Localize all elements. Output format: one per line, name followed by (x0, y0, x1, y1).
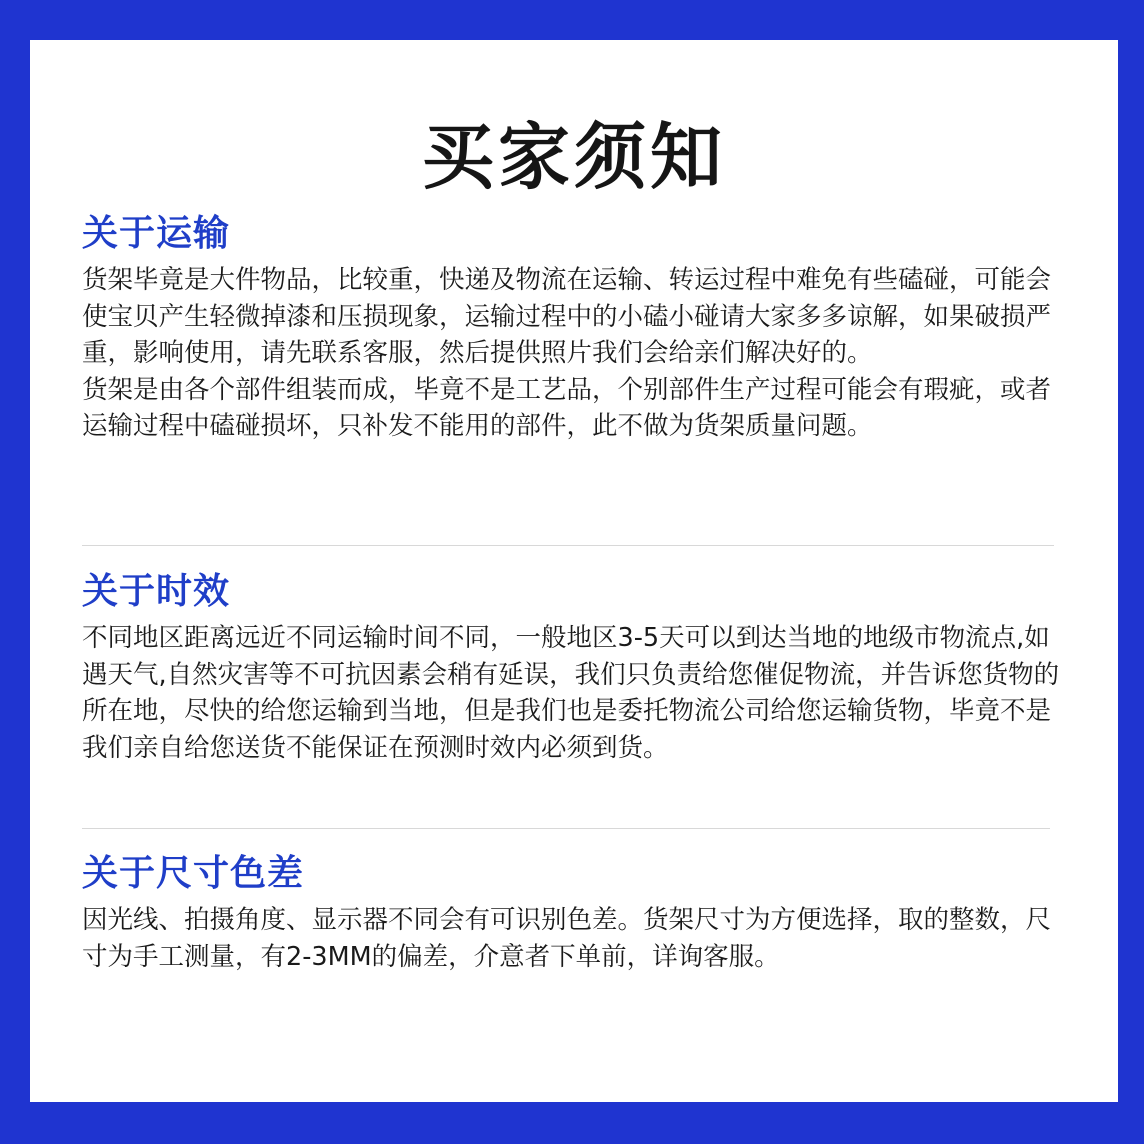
section-delivery-time (82, 570, 1062, 766)
divider-2 (82, 828, 1050, 829)
divider-1 (82, 545, 1054, 546)
section-size-color (82, 852, 1062, 975)
section-paragraph-shipping-2: 货架是由各个部件组装而成，毕竟不是工艺品，个别部件生产过程可能会有瑕疵，或者运输过程中磕碰损坏，只补发不能用的部件，此不做为货架质量问题。 (82, 374, 1052, 441)
section-paragraph-delivery-time: 不同地区距离远近不同运输时间不同，一般地区3-5天可以到达当地的地级市物流点,如遇天气,自然灾害等不可抗因素会稍有延误，我们只负责给您催促物流，并告诉您货物的所在地，尽快的给您运输到当地，但是我们也是委托物流公司给您运输货物，毕竟不是我们亲自给您送货不能保证在预测时效内必须到货。 (82, 623, 1060, 763)
section-paragraph-shipping-1: 货架毕竟是大件物品，比较重，快递及物流在运输、转运过程中难免有些磕碰，可能会使宝贝产生轻微掉漆和压损现象，运输过程中的小磕小碰请大家多多谅解，如果破损严重，影响使用，请先联系客服，然后提供照片我们会给亲们解决好的。 (82, 265, 1052, 368)
page-title: 买家须知 (421, 115, 726, 199)
section-heading-shipping: 关于运输 (82, 213, 231, 254)
section-paragraph-size-color: 因光线、拍摄角度、显示器不同会有可识别色差。货架尺寸为方便选择，取的整数，尺寸为手工测量，有2-3MM的偏差，介意者下单前，详询客服。 (82, 905, 1052, 972)
section-heading-delivery-time: 关于时效 (82, 571, 231, 612)
section-heading-size-color: 关于尺寸色差 (82, 853, 305, 894)
section-shipping (82, 212, 1062, 445)
notice-card (30, 40, 1118, 1102)
